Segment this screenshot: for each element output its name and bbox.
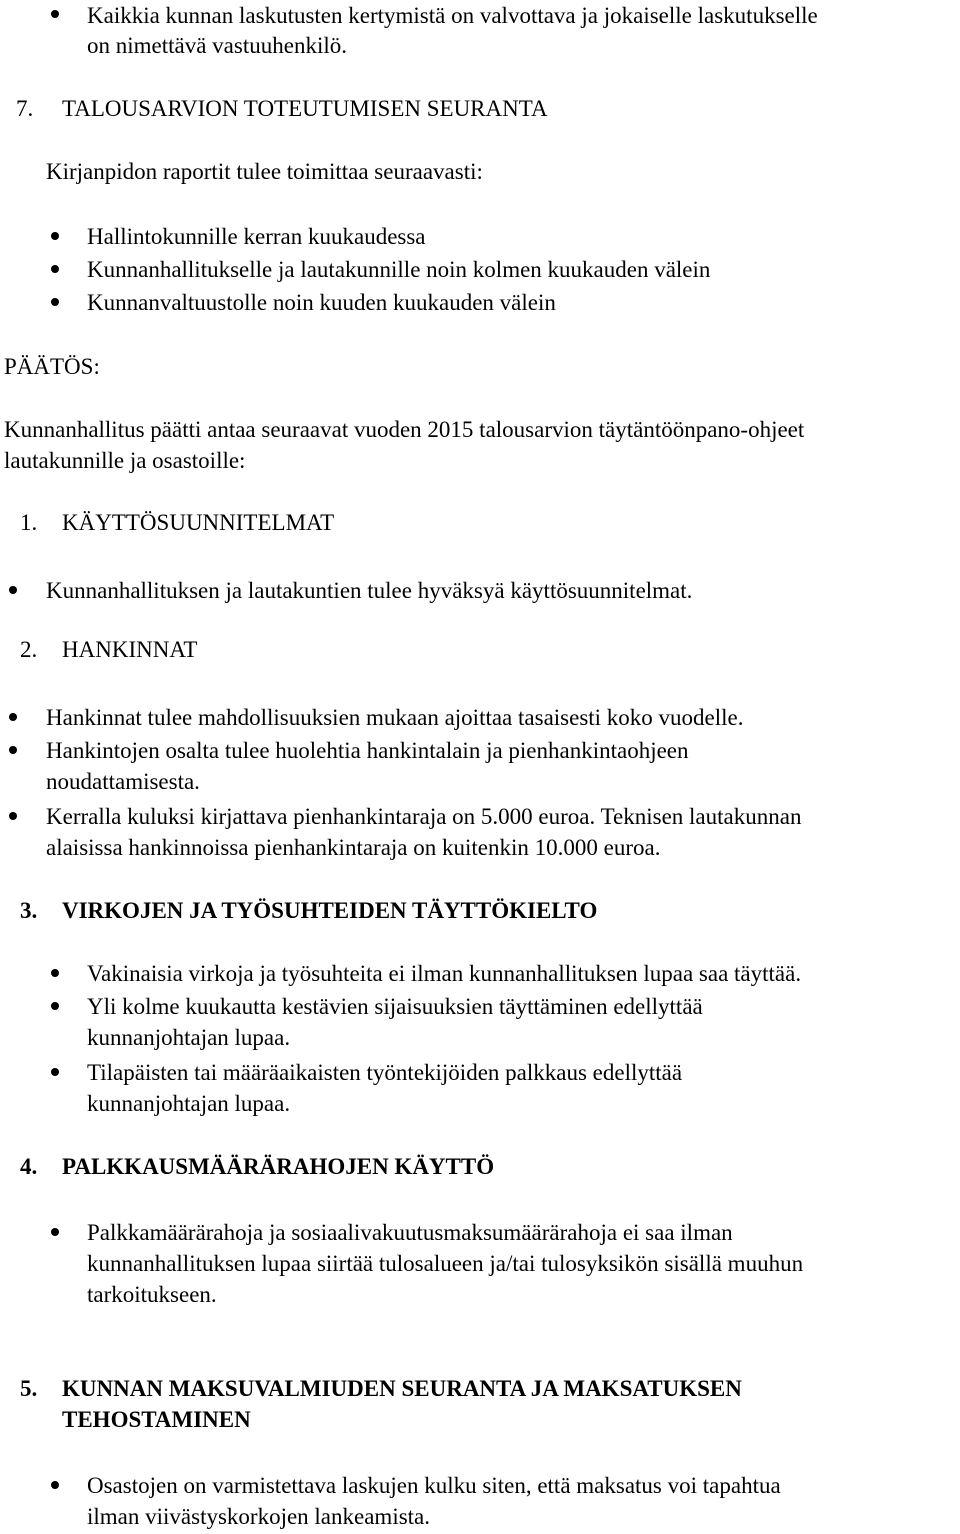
bullet-dot-icon (51, 1002, 59, 1010)
decision-label: PÄÄTÖS: (4, 354, 100, 379)
section-5-title-line2: TEHOSTAMINEN (62, 1407, 251, 1432)
section-1-number: 1. (20, 510, 38, 535)
list-item: Kunnanhallituksen ja lautakuntien tulee hyväksyä käyttösuunnitelmat. (46, 578, 693, 603)
list-item: Osastojen on varmistettava laskujen kulku siten, että maksatus voi tapahtua (87, 1473, 781, 1498)
section-7-lead: Kirjanpidon raportit tulee toimittaa seuraavasti: (46, 159, 483, 184)
bullet-dot-icon (51, 298, 59, 306)
section-7-title: TALOUSARVION TOTEUTUMISEN SEURANTA (62, 96, 548, 121)
list-item-continuation: kunnanjohtajan lupaa. (87, 1025, 291, 1050)
intro-bullet-line2: on nimettävä vastuuhenkilö. (87, 33, 347, 58)
decision-line1: Kunnanhallitus päätti antaa seuraavat vuoden 2015 talousarvion täytäntöönpano-ohjeet (4, 417, 805, 442)
bullet-dot-icon (51, 1228, 59, 1236)
section-3-title: VIRKOJEN JA TYÖSUHTEIDEN TÄYTTÖKIELTO (62, 898, 598, 923)
list-item: Vakinaisia virkoja ja työsuhteita ei ilman kunnanhallituksen lupaa saa täyttää. (87, 961, 802, 986)
bullet-dot-icon (51, 265, 59, 273)
bullet-dot-icon (9, 713, 17, 721)
bullet-dot-icon (9, 586, 17, 594)
section-4-title: PALKKAUSMÄÄRÄRAHOJEN KÄYTTÖ (62, 1154, 495, 1179)
list-item: Kunnanhallitukselle ja lautakunnille noin kolmen kuukauden välein (87, 257, 711, 282)
list-item: Hallintokunnille kerran kuukaudessa (87, 224, 426, 249)
bullet-dot-icon (51, 1068, 59, 1076)
section-2-title: HANKINNAT (62, 637, 198, 662)
list-item: Hankinnat tulee mahdollisuuksien mukaan ajoittaa tasaisesti koko vuodelle. (46, 705, 744, 730)
section-1-title: KÄYTTÖSUUNNITELMAT (62, 510, 335, 535)
list-item: Palkkamäärärahoja ja sosiaalivakuutusmaksumäärärahoja ei saa ilman (87, 1220, 733, 1245)
section-5-number: 5. (20, 1376, 38, 1401)
list-item: Yli kolme kuukautta kestävien sijaisuuksien täyttäminen edellyttää (87, 994, 703, 1019)
bullet-dot-icon (51, 1481, 59, 1489)
list-item-continuation: tarkoitukseen. (87, 1282, 217, 1307)
bullet-dot-icon (51, 969, 59, 977)
intro-bullet-line1: Kaikkia kunnan laskutusten kertymistä on valvottava ja jokaiselle laskutukselle (87, 3, 818, 28)
list-item: Kunnanvaltuustolle noin kuuden kuukauden välein (87, 290, 556, 315)
list-item-continuation: alaisissa hankinnoissa pienhankintaraja on kuitenkin 10.000 euroa. (46, 835, 661, 860)
section-3-number: 3. (20, 898, 38, 923)
list-item: Hankintojen osalta tulee huolehtia hankintalain ja pienhankintaohjeen (46, 738, 689, 763)
list-item-continuation: kunnanhallituksen lupaa siirtää tulosalueen ja/tai tulosyksikön sisällä muuhun (87, 1251, 804, 1276)
list-item: Tilapäisten tai määräaikaisten työntekijöiden palkkaus edellyttää (87, 1060, 683, 1085)
list-item-continuation: ilman viivästyskorkojen lankeamista. (87, 1504, 431, 1529)
section-4-number: 4. (20, 1154, 38, 1179)
list-item-continuation: noudattamisesta. (46, 769, 200, 794)
bullet-dot-icon (51, 10, 59, 18)
decision-line2: lautakunnille ja osastoille: (4, 448, 246, 473)
section-2-number: 2. (20, 637, 38, 662)
list-item: Kerralla kuluksi kirjattava pienhankintaraja on 5.000 euroa. Teknisen lautakunnan (46, 804, 802, 829)
list-item-continuation: kunnanjohtajan lupaa. (87, 1091, 291, 1116)
bullet-dot-icon (9, 812, 17, 820)
section-5-title-line1: KUNNAN MAKSUVALMIUDEN SEURANTA JA MAKSATUKSEN (62, 1376, 742, 1401)
section-7-number: 7. (16, 96, 34, 121)
bullet-dot-icon (9, 746, 17, 754)
bullet-dot-icon (51, 232, 59, 240)
